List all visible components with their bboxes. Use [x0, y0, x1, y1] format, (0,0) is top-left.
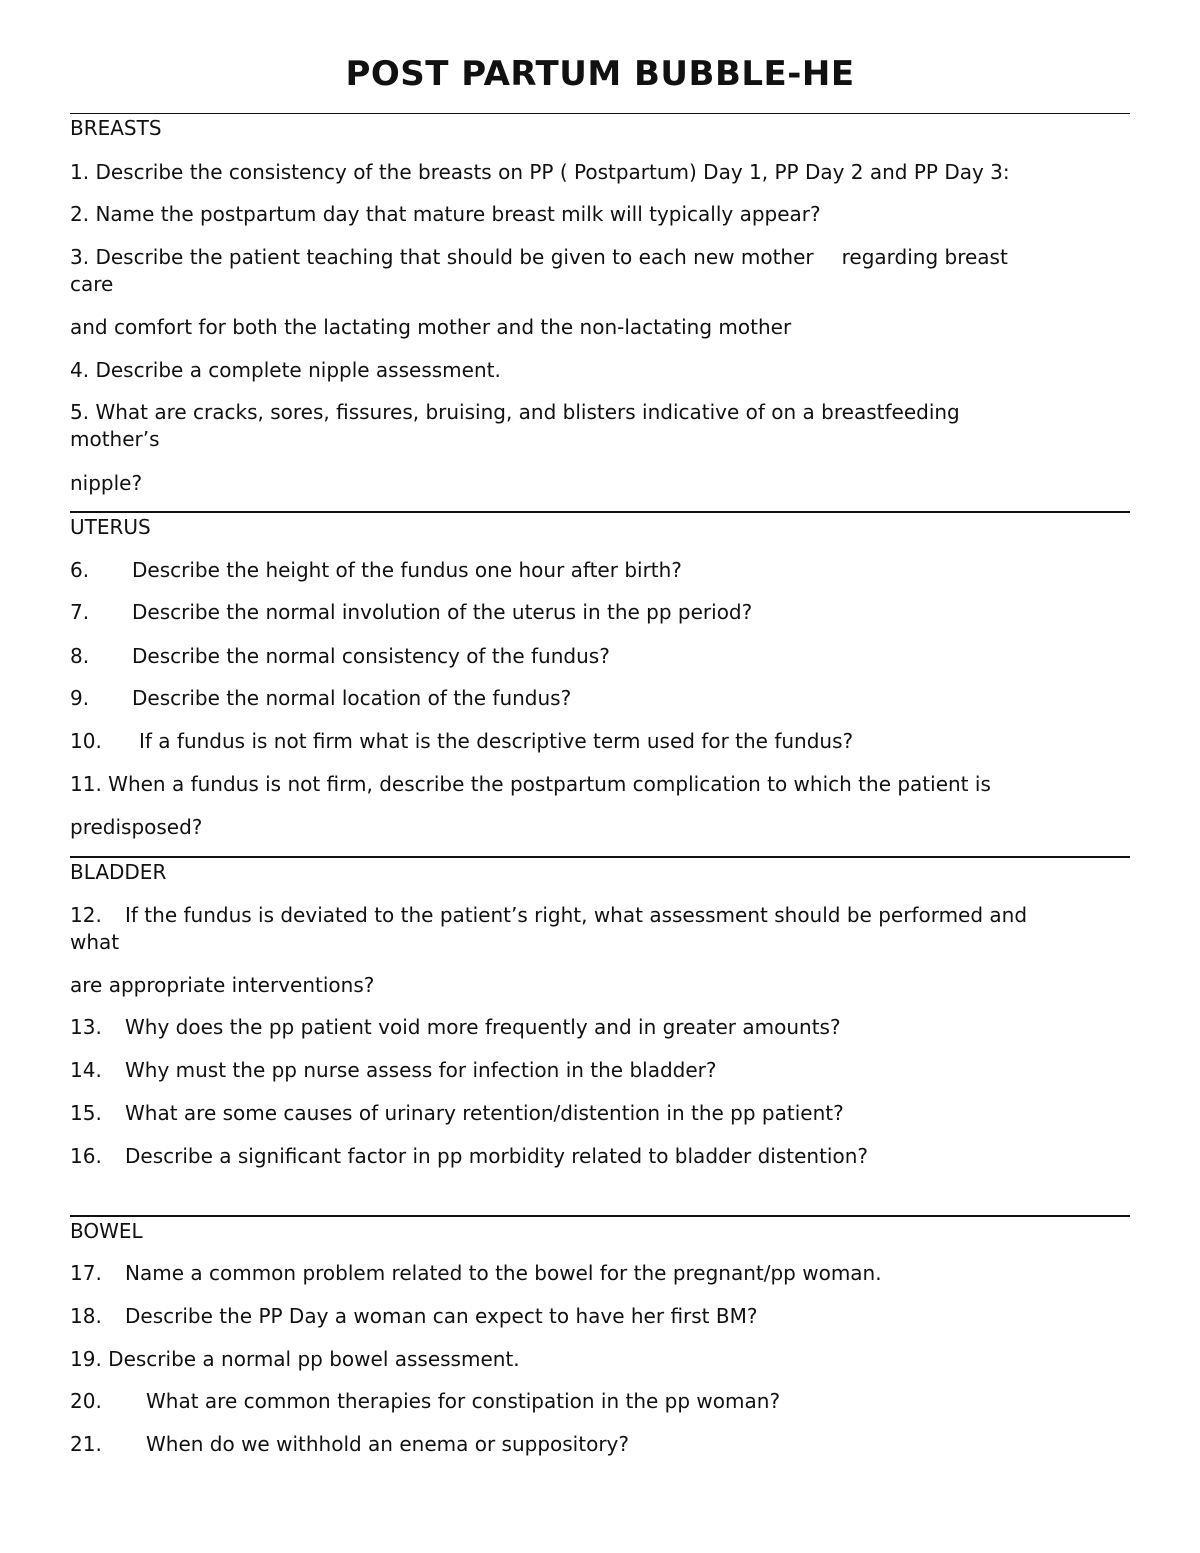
- question-number: 15.: [70, 1101, 102, 1125]
- question-13: [70, 1014, 1120, 1041]
- question-text: Describe the normal consistency of the fundus?: [132, 644, 610, 668]
- title-divider: [70, 113, 1130, 114]
- section-divider: [70, 1215, 1130, 1217]
- question-16: [70, 1143, 1120, 1170]
- question-number: 12.: [70, 903, 102, 927]
- section-heading-bladder: BLADDER: [70, 860, 167, 884]
- question-text: Describe a significant factor in pp morbidity related to bladder distention?: [125, 1144, 869, 1168]
- question-3-line-2: care: [70, 272, 114, 296]
- section-heading-uterus: UTERUS: [70, 515, 151, 539]
- question-18: [70, 1303, 1120, 1330]
- question-number: 16.: [70, 1144, 102, 1168]
- question-11-line-1: 11. When a fundus is not firm, describe the postpartum complication to which the patient is: [70, 772, 991, 796]
- question-21: [70, 1431, 1120, 1458]
- question-15: [70, 1100, 1120, 1127]
- question-3-text: 3. Describe the patient teaching that should be given to each new mother: [70, 245, 814, 269]
- question-5-line-2: mother’s: [70, 427, 160, 451]
- question-7: [70, 599, 1120, 626]
- question-4: 4. Describe a complete nipple assessment.: [70, 358, 501, 382]
- question-text: Name a common problem related to the bowel for the pregnant/pp woman.: [125, 1261, 882, 1285]
- section-heading-bowel: BOWEL: [70, 1219, 143, 1243]
- question-number: 20.: [70, 1389, 102, 1413]
- question-3-line-3: and comfort for both the lactating mother and the non-lactating mother: [70, 315, 792, 339]
- question-12-line-2: what: [70, 930, 120, 954]
- question-text: Describe the PP Day a woman can expect to have her first BM?: [125, 1304, 758, 1328]
- question-20: [70, 1388, 1120, 1415]
- question-3-text-cont: regarding breast: [841, 245, 1008, 269]
- question-5-line-3: nipple?: [70, 471, 143, 495]
- question-text: Describe the normal location of the fundus?: [132, 686, 572, 710]
- question-12-line-3: are appropriate interventions?: [70, 973, 375, 997]
- section-heading-breasts: BREASTS: [70, 116, 162, 140]
- question-9: [70, 685, 1120, 712]
- question-number: 6.: [70, 558, 90, 582]
- question-text: What are common therapies for constipation in the pp woman?: [146, 1389, 781, 1413]
- question-2: 2. Name the postpartum day that mature breast milk will typically appear?: [70, 202, 821, 226]
- question-text: Why must the pp nurse assess for infection in the bladder?: [125, 1058, 717, 1082]
- question-text: Why does the pp patient void more frequently and in greater amounts?: [125, 1015, 841, 1039]
- question-number: 8.: [70, 644, 90, 668]
- page-title: POST PARTUM BUBBLE-HE: [345, 54, 855, 94]
- question-number: 9.: [70, 686, 90, 710]
- section-divider: [70, 856, 1130, 858]
- question-3-line-1: [70, 244, 1120, 271]
- question-number: 10.: [70, 729, 102, 753]
- question-14: [70, 1057, 1120, 1084]
- question-1: 1. Describe the consistency of the breasts on PP ( Postpartum) Day 1, PP Day 2 and PP Day 3:: [70, 160, 1010, 184]
- question-text: Describe the normal involution of the uterus in the pp period?: [132, 600, 753, 624]
- question-number: 18.: [70, 1304, 102, 1328]
- question-8: [70, 643, 1120, 670]
- question-text: When do we withhold an enema or suppository?: [146, 1432, 629, 1456]
- question-text: Describe the height of the fundus one hour after birth?: [132, 558, 682, 582]
- question-number: 21.: [70, 1432, 102, 1456]
- question-10: [70, 728, 1120, 755]
- question-12-line-1: [70, 902, 1120, 929]
- section-divider: [70, 511, 1130, 513]
- question-number: 14.: [70, 1058, 102, 1082]
- question-6: [70, 557, 1120, 584]
- question-number: 17.: [70, 1261, 102, 1285]
- question-19: 19. Describe a normal pp bowel assessment.: [70, 1347, 520, 1371]
- question-text: What are some causes of urinary retention/distention in the pp patient?: [125, 1101, 844, 1125]
- question-text: If the fundus is deviated to the patient’s right, what assessment should be performed and: [125, 903, 1028, 927]
- question-17: [70, 1260, 1120, 1287]
- question-text: If a fundus is not firm what is the descriptive term used for the fundus?: [139, 729, 854, 753]
- question-number: 7.: [70, 600, 90, 624]
- question-5-line-1: 5. What are cracks, sores, fissures, bruising, and blisters indicative of on a breastfeeding: [70, 400, 960, 424]
- question-11-line-2: predisposed?: [70, 815, 203, 839]
- question-number: 13.: [70, 1015, 102, 1039]
